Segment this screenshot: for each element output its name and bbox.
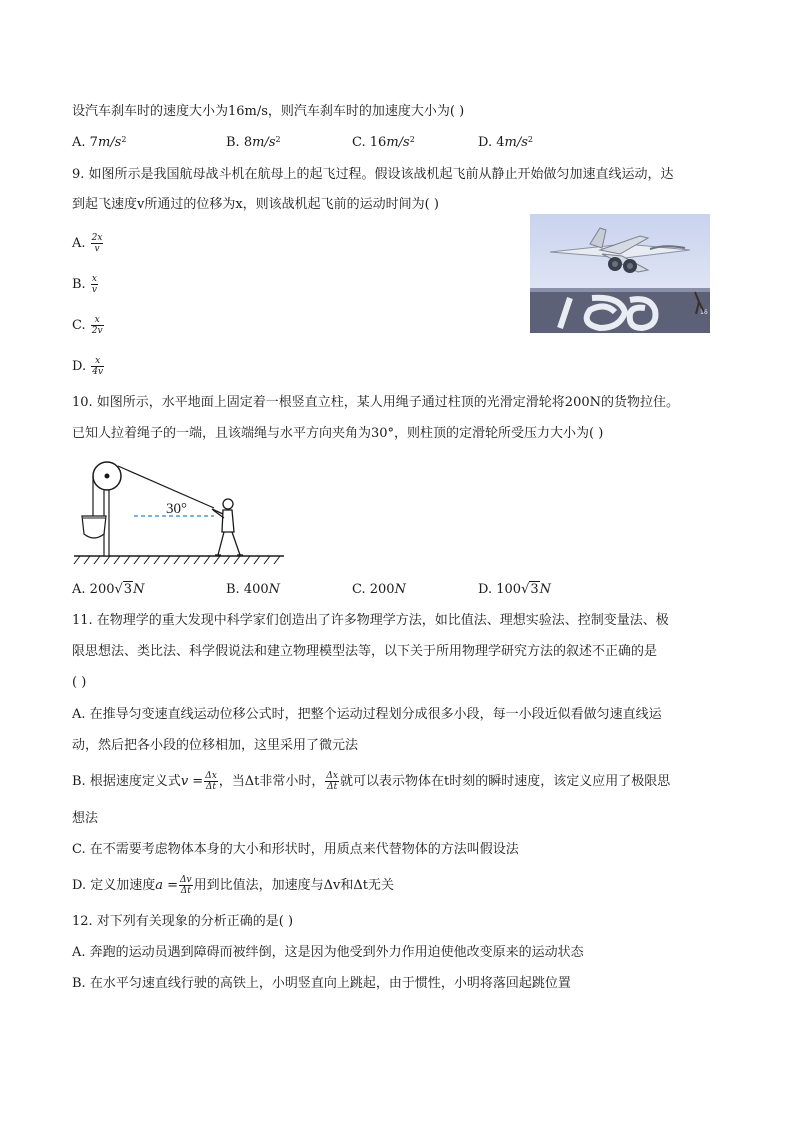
- q8-stem: 设汽车刹车时的速度大小为16m/s，则汽车刹车时的加速度大小为( ): [72, 104, 465, 119]
- q11-option-b-line2: 想法: [72, 811, 99, 826]
- q8-option-b[interactable]: B. $8m/s^2$: [226, 135, 281, 150]
- pulley-diagram: [72, 452, 286, 567]
- angle-label: 30°: [166, 501, 187, 517]
- q11-stem-line3: ( ): [72, 675, 87, 690]
- q9-stem-line1: 9. 如图所示是我国航母战斗机在航母上的起飞过程。假设该战机起飞前从静止开始做匀加速直线运动，达: [72, 167, 674, 182]
- q10-option-b[interactable]: B. 400N: [226, 582, 281, 597]
- person-pulling-icon: [212, 499, 243, 555]
- q11-option-a-line2: 动，然后把各小段的位移相加，这里采用了微元法: [72, 738, 359, 753]
- q11-option-c[interactable]: C. 在不需要考虑物体本身的大小和形状时，用质点来代替物体的方法叫假设法: [72, 842, 519, 857]
- cargo-bag: [82, 516, 106, 538]
- q10-stem-line2: 已知人拉着绳子的一端，且该端绳与水平方向夹角为30°，则柱顶的定滑轮所受压力大小为( ): [72, 426, 604, 441]
- q11-option-d[interactable]: D. 定义加速度a = $\frac{\Delta v}{\Delta t}$ 用到比值法，加速度与Δv和Δt无关: [72, 875, 394, 896]
- q9-option-a[interactable]: A. $\frac{2x}{v}$: [72, 233, 103, 254]
- q10-option-d[interactable]: D. 100√3N: [478, 582, 552, 597]
- q8-option-a[interactable]: A. $7m/s^2$: [72, 135, 127, 150]
- q12-option-a[interactable]: A. 奔跑的运动员遇到障碍而被绊倒，这是因为他受到外力作用迫使他改变原来的运动状态: [72, 945, 584, 960]
- q11-option-a-line1[interactable]: A. 在推导匀变速直线运动位移公式时，把整个运动过程划分成很多小段，每一小段近似看做匀速直线运: [72, 707, 662, 722]
- q11-stem-line2: 限思想法、类比法、科学假说法和建立物理模型法等，以下关于所用物理学研究方法的叙述不正确的是: [72, 644, 658, 659]
- q9-option-c[interactable]: C. $\frac{x}{2v}$: [72, 315, 103, 336]
- q8-option-c[interactable]: C. $16m/s^2$: [352, 135, 415, 150]
- q11-option-b-line1[interactable]: B. 根据速度定义式v = $\frac{\Delta x}{\Delta t}$ ，当Δt非常小时， $\frac{\Delta x}{\Delta t}$ 就可以表示物体在t时刻的瞬时速度，该定义应用了极限思: [72, 771, 671, 792]
- q10-option-a[interactable]: A. 200√3N: [72, 582, 145, 597]
- q11-stem-line1: 11. 在物理学的重大发现中科学家们创造出了许多物理学方法，如比值法、理想实验法、控制变量法、极: [72, 613, 669, 628]
- q12-option-b[interactable]: B. 在水平匀速直线行驶的高铁上，小明竖直向上跳起，由于惯性，小明将落回起跳位置: [72, 976, 571, 991]
- q8-option-d[interactable]: D. $4m/s^2$: [478, 135, 533, 150]
- deck-number-text: 16: [700, 309, 708, 316]
- q12-stem: 12. 对下列有关现象的分析正确的是( ): [72, 914, 294, 929]
- q10-option-c[interactable]: C. 200N: [352, 582, 406, 597]
- q9-option-d[interactable]: D. $\frac{x}{4v}$: [72, 356, 104, 377]
- q9-stem-line2: 到起飞速度v所通过的位移为x，则该战机起飞前的运动时间为( ): [72, 197, 439, 212]
- q10-stem-line1: 10. 如图所示，水平地面上固定着一根竖直立柱，某人用绳子通过柱顶的光滑定滑轮将200N的货物拉住。: [72, 395, 679, 410]
- carrier-jet-photo: [530, 214, 710, 333]
- q9-option-b[interactable]: B. $\frac{x}{v}$: [72, 274, 97, 295]
